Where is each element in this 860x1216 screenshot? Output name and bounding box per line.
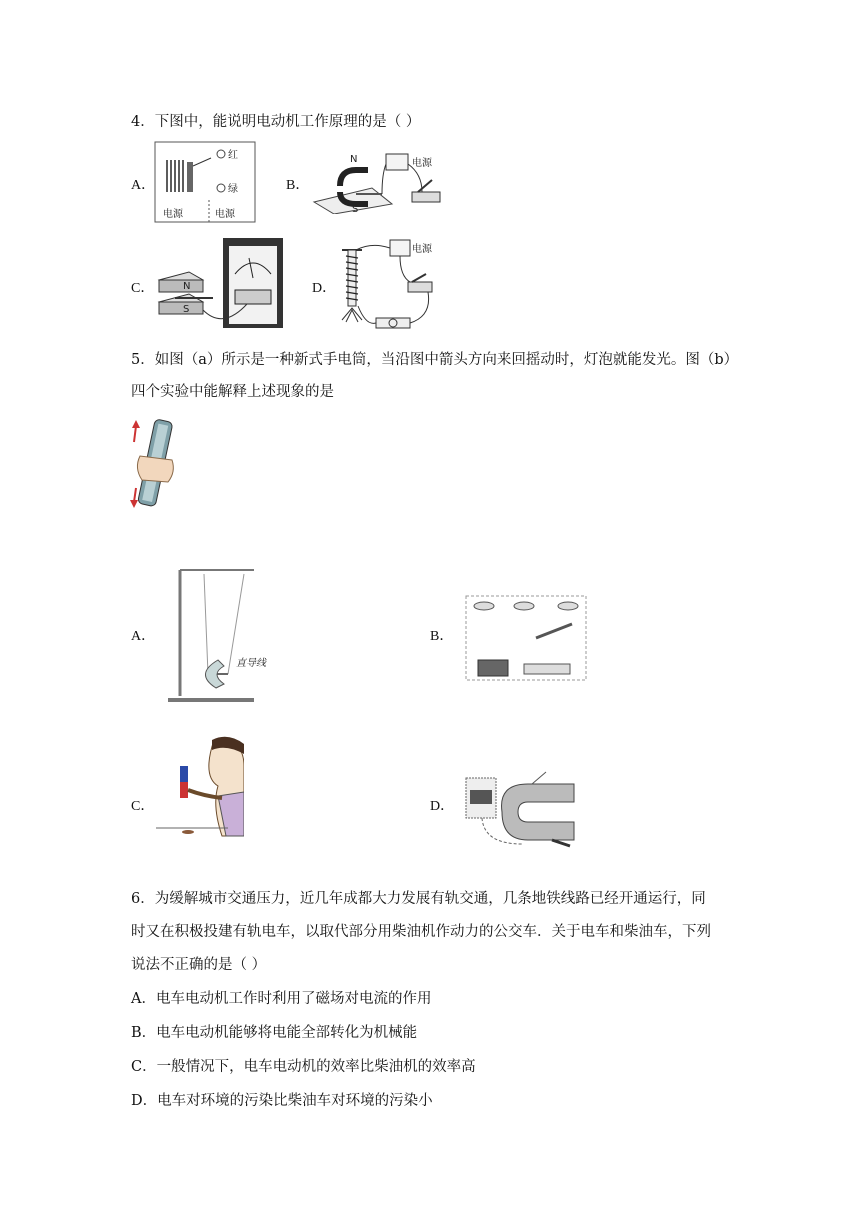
q5-figure-d-magnet-galvanometer [462,768,588,848]
relay-green-label: 绿 [228,184,238,195]
q5-option-b-label: B． [430,629,454,644]
q4-figure-c-galvanometer [153,234,287,334]
relay-power-label-1: 电源 [163,209,183,220]
q4-option-a-label: A． [131,178,156,193]
magnet-south-label: S [352,204,359,214]
q5-option-c-label: C． [131,799,155,814]
q4-option-d-label: D． [312,281,337,296]
q6-option-b: B．电车电动机能够将电能全部转化为机械能 [131,1025,418,1041]
q4-stem: 4．下图中，能说明电动机工作原理的是（ ） [131,114,421,130]
q6-option-c: C．一般情况下，电车电动机的效率比柴油机的效率高 [131,1059,476,1075]
relay-red-label: 红 [228,150,238,161]
q5-stem-line1: 5．如图（a）所示是一种新式手电筒，当沿图中箭头方向来回摇动时，灯泡就能发光。图（b） [131,352,739,368]
q6-stem-line3: 说法不正确的是（ ） [131,957,267,973]
q4-figure-d-electromagnet [336,236,440,332]
q4-figure-b-magnet-rail [312,148,448,214]
q5-figure-a-stand-wire [164,564,286,710]
power-label-b: 电源 [412,158,432,169]
q5-option-a-label: A． [131,629,156,644]
relay-power-label-2: 电源 [215,209,235,220]
q6-option-d: D．电车对环境的污染比柴油车对环境的污染小 [131,1093,433,1109]
power-label-d: 电源 [412,244,432,255]
q5-figure-c-person-magnet [156,736,244,840]
q5-figure-b-circuit [462,590,590,684]
q6-stem-line1: 6．为缓解城市交通压力，近几年成都大力发展有轨交通，几条地铁线路已经开通运行，同 [131,891,706,907]
magnet-north-label: N [350,154,358,165]
q5-option-d-label: D． [430,799,455,814]
q5-stem-line2: 四个实验中能解释上述现象的是 [131,384,334,400]
q4-figure-a-relay [153,140,257,224]
q4-option-b-label: B． [286,178,310,193]
q6-option-a: A．电车电动机工作时利用了磁场对电流的作用 [131,991,432,1007]
q5-figure-a-flashlight [128,416,186,512]
c-south-label: S [183,304,190,315]
straight-wire-label: 直导线 [236,658,266,669]
q4-option-c-label: C． [131,281,155,296]
c-north-label: N [183,281,191,292]
q6-stem-line2: 时又在积极投建有轨电车，以取代部分用柴油机作动力的公交车．关于电车和柴油车，下列 [131,924,711,940]
